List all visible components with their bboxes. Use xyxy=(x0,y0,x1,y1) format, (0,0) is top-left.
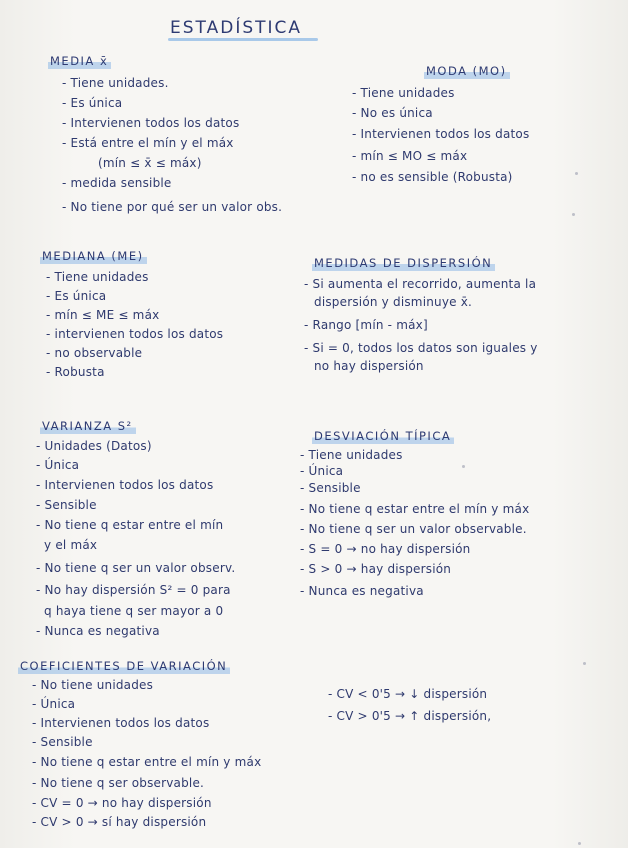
list-item: - CV = 0 → no hay dispersión xyxy=(32,796,212,810)
section-heading-coeficientes: COEFICIENTES DE VARIACIÓN xyxy=(18,659,230,674)
list-item: - Sensible xyxy=(300,481,361,495)
list-item: - No es única xyxy=(352,106,433,120)
section-heading-moda: MODA (MO) xyxy=(424,64,510,79)
list-item: - CV > 0 → sí hay dispersión xyxy=(32,815,207,829)
paper-speck xyxy=(578,842,581,845)
section-heading-desviacion: DESVIACIÓN TÍPICA xyxy=(312,429,454,444)
list-item: - Única xyxy=(36,458,80,472)
list-item: (mín ≤ x̄ ≤ máx) xyxy=(98,156,202,170)
list-item: - Única xyxy=(32,697,76,711)
list-item: - Tiene unidades xyxy=(300,448,403,462)
section-coeficientes xyxy=(18,655,261,832)
list-item: - Tiene unidades. xyxy=(62,76,169,90)
section-desviacion xyxy=(300,425,529,601)
list-item: - No hay dispersión S² = 0 para xyxy=(36,583,231,597)
list-item: - Robusta xyxy=(46,365,105,379)
list-item: dispersión y disminuye x̄. xyxy=(314,295,473,309)
list-item: y el máx xyxy=(44,538,98,552)
list-item: - Unidades (Datos) xyxy=(36,439,152,453)
list-item: - Sensible xyxy=(36,498,97,512)
section-heading-media: MEDIA x̄ xyxy=(48,54,111,69)
list-item: - mín ≤ MO ≤ máx xyxy=(352,149,468,163)
list-item: - No tiene por qué ser un valor obs. xyxy=(62,200,283,214)
list-item: - No tiene q estar entre el mín xyxy=(36,518,224,532)
list-item: - Si = 0, todos los datos son iguales y xyxy=(304,341,538,355)
list-item: - No tiene unidades xyxy=(32,678,154,692)
list-item: - Rango [mín - máx] xyxy=(304,318,428,332)
varianza-list xyxy=(36,437,235,641)
list-item: - mín ≤ ME ≤ máx xyxy=(46,308,160,322)
list-item: - No tiene q ser un valor observ. xyxy=(36,561,236,575)
list-item: - Intervienen todos los datos xyxy=(36,478,214,492)
page-title: ESTADÍSTICA xyxy=(170,18,303,38)
list-item: - Es única xyxy=(46,289,107,303)
list-item: - S > 0 → hay dispersión xyxy=(300,562,452,576)
list-item: - No tiene q estar entre el mín y máx xyxy=(32,755,262,769)
section-heading-dispersion: MEDIDAS DE DISPERSIÓN xyxy=(312,256,495,271)
list-item: - CV > 0'5 → ↑ dispersión, xyxy=(328,709,492,723)
coeficientes-list xyxy=(32,676,261,832)
title-highlight xyxy=(168,38,318,41)
section-varianza xyxy=(36,415,235,641)
list-item: - Tiene unidades xyxy=(352,86,455,100)
mediana-list xyxy=(46,268,223,382)
list-item: - No tiene q estar entre el mín y máx xyxy=(300,502,530,516)
section-cv-notes xyxy=(328,683,491,727)
list-item: no hay dispersión xyxy=(314,359,424,373)
paper-speck xyxy=(572,213,575,216)
list-item: - intervienen todos los datos xyxy=(46,327,224,341)
desviacion-list xyxy=(300,447,529,601)
list-item: q haya tiene q ser mayor a 0 xyxy=(44,604,224,618)
list-item: - no es sensible (Robusta) xyxy=(352,170,513,184)
cv-notes-list xyxy=(328,683,491,727)
paper-speck xyxy=(583,662,586,665)
list-item: - No tiene q ser un valor observable. xyxy=(300,522,527,536)
list-item: - no observable xyxy=(46,346,143,360)
list-item: - Si aumenta el recorrido, aumenta la xyxy=(304,277,537,291)
list-item: - Es única xyxy=(62,96,123,110)
media-list xyxy=(62,73,282,217)
section-dispersion xyxy=(304,252,538,375)
list-item: - Intervienen todos los datos xyxy=(62,116,240,130)
section-heading-varianza: VARIANZA S² xyxy=(40,419,136,434)
paper-speck xyxy=(575,172,578,175)
section-media xyxy=(48,50,282,217)
list-item: - Nunca es negativa xyxy=(36,624,160,638)
section-moda xyxy=(352,60,529,187)
dispersion-list xyxy=(304,275,538,375)
section-heading-mediana: MEDIANA (ME) xyxy=(40,249,147,264)
list-item: - Intervienen todos los datos xyxy=(352,127,530,141)
list-item: - CV < 0'5 → ↓ dispersión xyxy=(328,687,488,701)
list-item: - Nunca es negativa xyxy=(300,584,424,598)
paper-speck xyxy=(462,465,465,468)
list-item: - Está entre el mín y el máx xyxy=(62,136,234,150)
list-item: - medida sensible xyxy=(62,176,172,190)
list-item: - S = 0 → no hay dispersión xyxy=(300,542,471,556)
moda-list xyxy=(352,83,529,187)
section-mediana xyxy=(40,245,223,382)
list-item: - Tiene unidades xyxy=(46,270,149,284)
list-item: - Sensible xyxy=(32,735,93,749)
list-item: - Intervienen todos los datos xyxy=(32,716,210,730)
list-item: - Única xyxy=(300,464,344,478)
list-item: - No tiene q ser observable. xyxy=(32,776,205,790)
